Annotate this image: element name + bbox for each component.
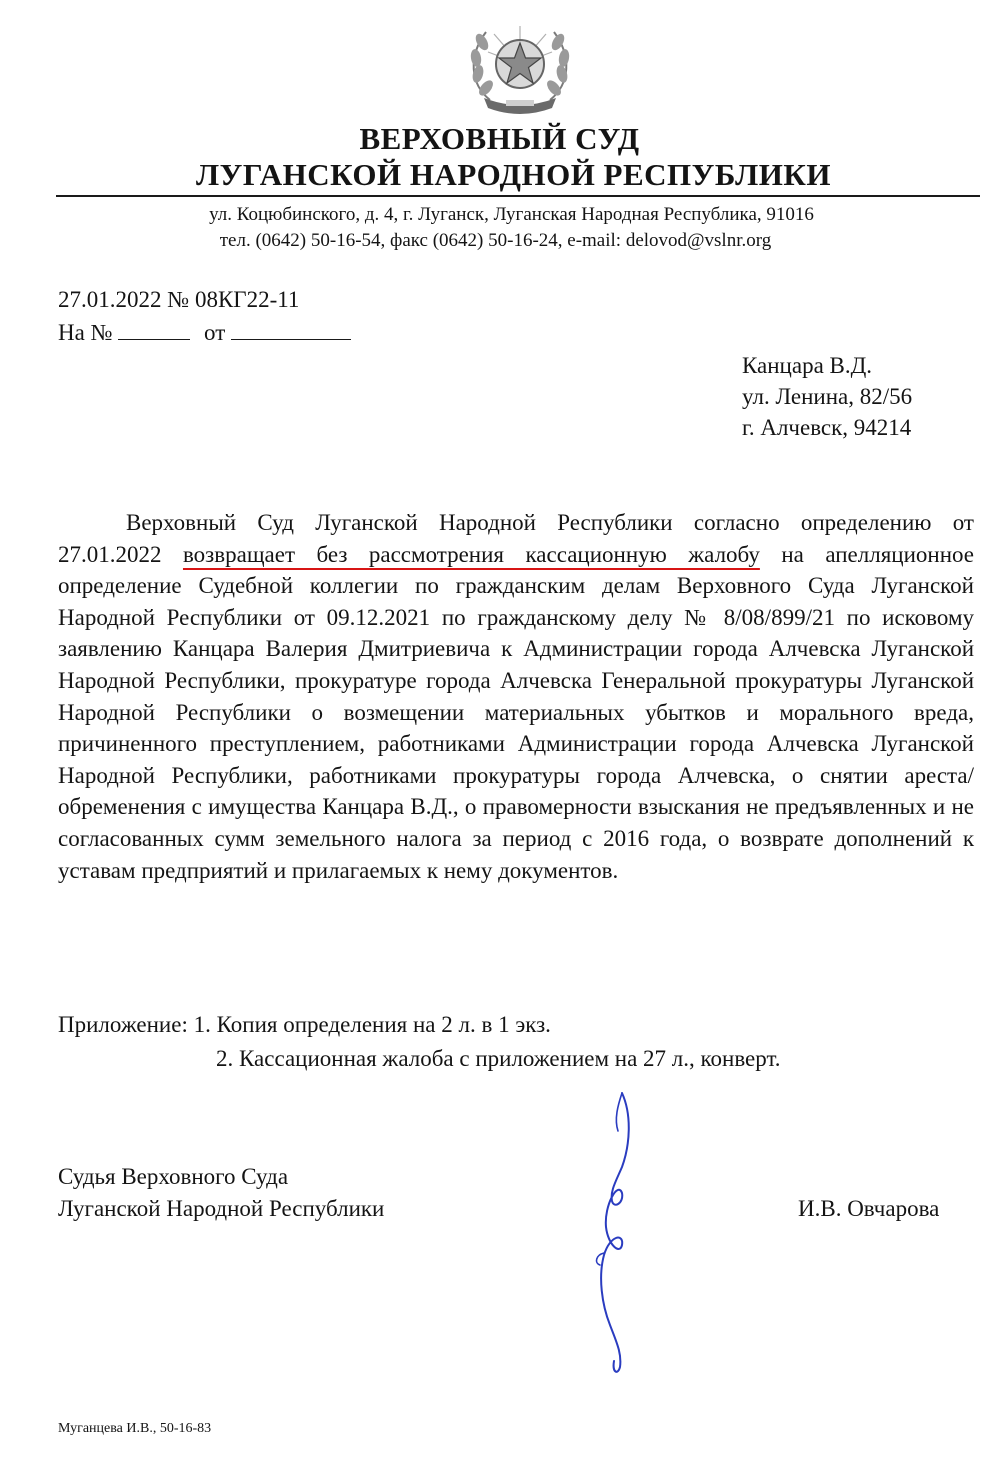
body-text-part2: на апелляционное определение Судебной коллегии по гражданским делам Верховного Суда Луганской Народной Республики от 09.12.2021 по гражданскому делу № 8/08/899/21 по исковому заявлению Канцара Валерия Дмитриевича к Администрации города Алчевска Луганской Народной Республики, прокуратуре города Алчевска Генеральной прокуратуры Луганской Народной Республики о возмещении материальных убытков и морального вреда, причиненного преступлением, работниками Администрации города Алчевска Луганской Народной Республики, работниками прокуратуры города Алчевска, о снятии ареста/обременения с имущества Канцара В.Д., о правомерности взыскания не предъявленных и не согласованных сумм земельного налога за период с 2016 года, о возврате дополнений к уставам предприятий и прилагаемых к нему документов. xyxy=(58,541,975,883)
attachment-item-2: 2. Кассационная жалоба с приложением на 27 л., конверт. xyxy=(216,1046,781,1071)
body-text-part1: Верховный Суд Луганской Народной Республики согласно определению от 27.01.2022 xyxy=(58,510,974,567)
addressee-city: г. Алчевск, 94214 xyxy=(742,415,912,440)
incoming-date-label: от xyxy=(204,320,226,345)
court-name-line1: ВЕРХОВНЫЙ СУД xyxy=(359,121,640,156)
addressee-name: Канцара В.Д. xyxy=(742,353,873,378)
attachment-item-1: 1. Копия определения на 2 л. в 1 экз. xyxy=(193,1012,551,1037)
incoming-number-blank xyxy=(118,317,190,340)
signatory-name: И.В. Овчарова xyxy=(798,1196,940,1221)
court-contacts: тел. (0642) 50-16-54, факс (0642) 50-16-24, e-mail: delovod@vslnr.org xyxy=(219,230,772,251)
attachments-label: Приложение: xyxy=(58,1012,188,1037)
header-divider xyxy=(56,195,980,197)
executor-note: Муганцева И.В., 50-16-83 xyxy=(58,1421,212,1436)
court-name-line2: ЛУГАНСКОЙ НАРОДНОЙ РЕСПУБЛИКИ xyxy=(196,157,831,192)
signatory-position xyxy=(58,1161,384,1225)
addressee-street: ул. Ленина, 82/56 xyxy=(742,384,913,409)
outgoing-number: 27.01.2022 № 08КГ22-11 xyxy=(58,287,300,312)
signatory-position-line2: Луганской Народной Республики xyxy=(58,1196,385,1221)
incoming-reference xyxy=(58,317,351,348)
signatory-position-line1: Судья Верховного Суда xyxy=(58,1164,289,1189)
incoming-number-label: На № xyxy=(58,320,113,345)
body-paragraph xyxy=(58,507,974,886)
attachment-row-1 xyxy=(58,1008,781,1042)
court-address: ул. Коцюбинского, д. 4, г. Луганск, Луганская Народная Республика, 91016 xyxy=(209,204,814,225)
handwritten-signature xyxy=(560,1085,670,1375)
state-emblem-icon xyxy=(460,12,580,120)
attachments-block xyxy=(58,1008,781,1076)
highlighted-decision: возвращает без рассмотрения кассационную жалобу xyxy=(182,541,760,567)
letter-body xyxy=(58,507,974,886)
addressee-block xyxy=(742,350,912,443)
incoming-date-blank xyxy=(231,317,351,340)
